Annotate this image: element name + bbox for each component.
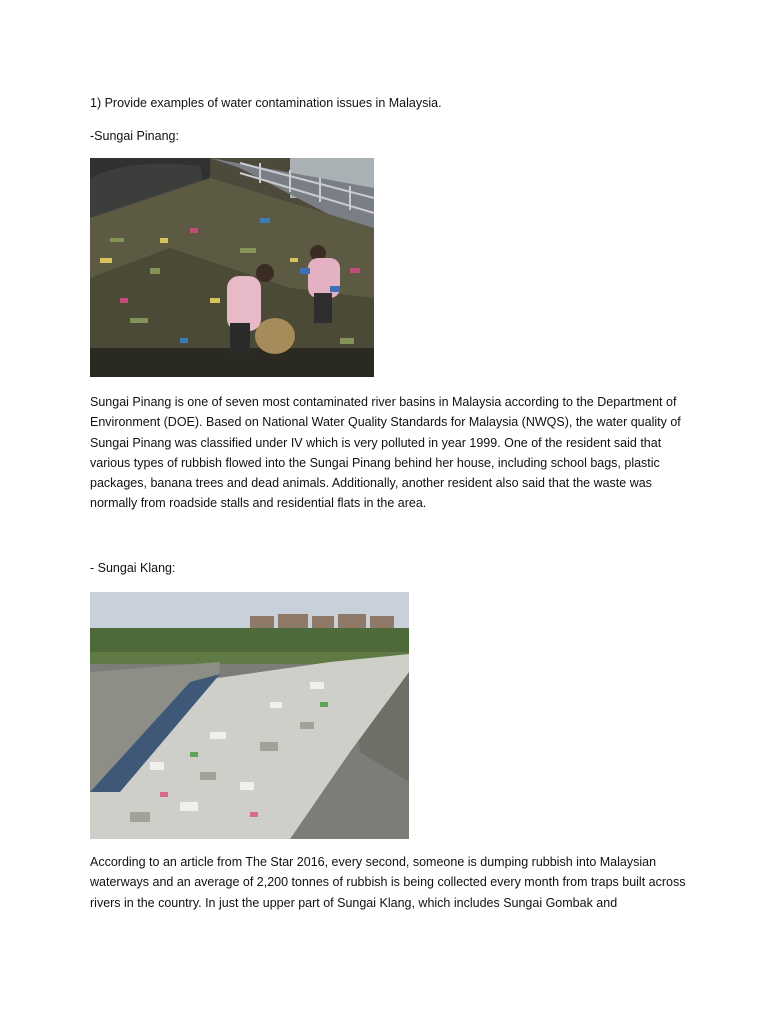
sungai-pinang-photo-graphic [90,158,374,377]
sungai-klang-photo [90,592,409,839]
sungai-klang-paragraph: According to an article from The Star 2016, every second, someone is dumping rubbish into Malaysian waterways and an average of 2,200 tonnes of rubbish is being collected every month from traps built across rivers in the country. In just the upper part of Sungai Klang, which includes Sungai Gombak and [90,855,686,910]
sungai-pinang-paragraph: Sungai Pinang is one of seven most contaminated river basins in Malaysia according to the Department of Environment (DOE). Based on National Water Quality Standards for Malaysia (NWQS), the water quality of Sungai Pinang was classified under IV which is very polluted in year 1999. One of the resident said that various types of rubbish flowed into the Sungai Pinang behind her house, including school bags, plastic packages, banana trees and dead animals. Additionally, another resident also said that the waste was normally from roadside stalls and residential flats in the area. [90,395,681,511]
question-heading: 1) Provide examples of water contamination issues in Malaysia. [90,96,442,110]
sungai-klang-photo-graphic [90,592,409,839]
section-label-sungai-pinang: -Sungai Pinang: [90,129,179,143]
sungai-pinang-photo [90,158,374,377]
section-label-sungai-klang: - Sungai Klang: [90,561,176,575]
